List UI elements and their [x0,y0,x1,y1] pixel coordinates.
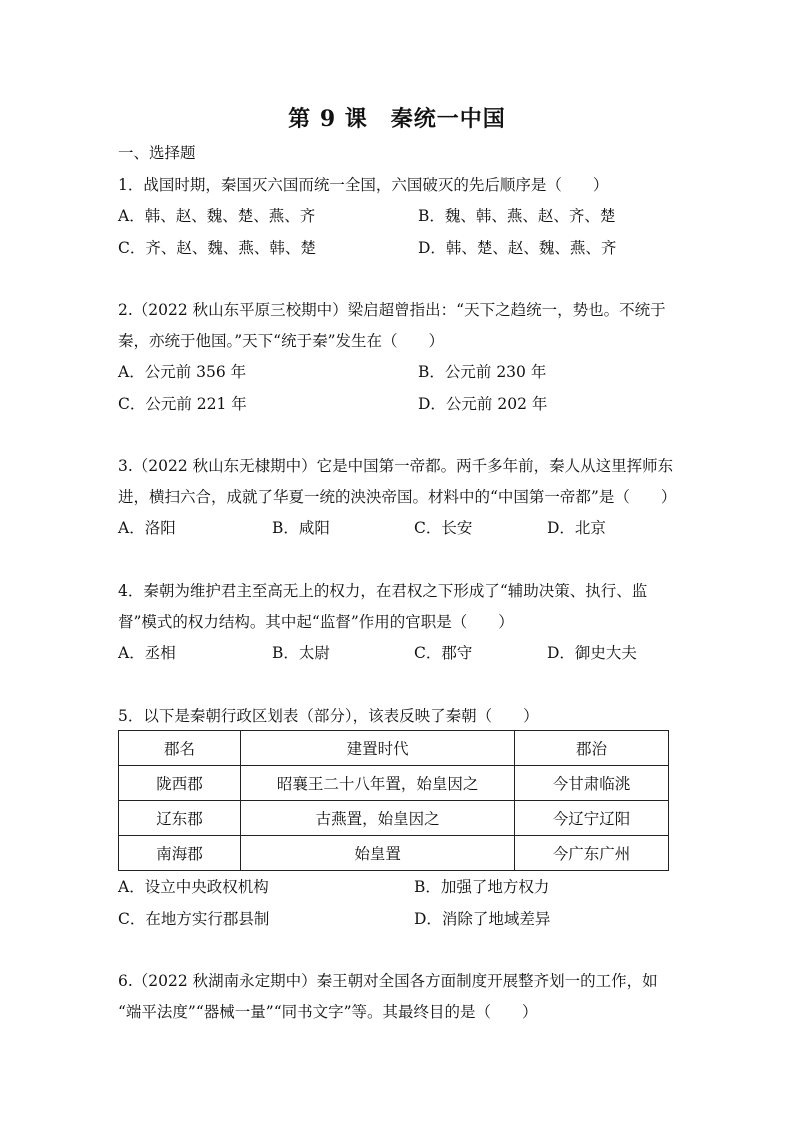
q1-option-b: B．魏、韩、燕、赵、齐、楚 [418,207,616,225]
q2-stem-line2: 秦，亦统于他国。”天下“统于秦”发生在（ ） [118,332,445,350]
table-cell: 辽东郡 [119,801,241,836]
table-cell: 古燕置，始皇因之 [241,801,515,836]
q5-stem: 5．以下是秦朝行政区划表（部分），该表反映了秦朝（ ） [118,707,539,725]
q1-option-d: D．韩、楚、赵、魏、燕、齐 [418,239,617,257]
table-header-cell: 郡名 [119,731,241,766]
table-cell: 陇西郡 [119,766,241,801]
section-heading: 一、选择题 [118,144,196,162]
q2-option-d: D．公元前 202 年 [418,395,548,413]
table-cell: 始皇置 [241,836,515,871]
q4-stem-line1: 4．秦朝为维护君主至高无上的权力，在君权之下形成了“辅助决策、执行、监 [118,582,648,600]
q3-option-d: D．北京 [547,519,606,537]
table-cell: 今辽宁辽阳 [515,801,669,836]
q3-option-c: C．长安 [414,519,473,537]
q3-stem-line1: 3.（2022 秋山东无棣期中）它是中国第一帝都。两千多年前，秦人从这里挥师东 [118,457,674,475]
table-header-cell: 郡治 [515,731,669,766]
table-header-cell: 建置时代 [241,731,515,766]
q1-stem: 1．战国时期，秦国灭六国而统一全国，六国破灭的先后顺序是（ ） [118,176,609,194]
q4-stem-line2: 督”模式的权力结构。其中起“监督”作用的官职是（ ） [118,613,514,631]
q5-option-c: C．在地方实行郡县制 [118,910,270,928]
q2-option-a: A．公元前 356 年 [118,363,247,381]
q5-option-d: D．消除了地域差异 [414,910,551,928]
q5-option-b: B．加强了地方权力 [414,878,550,896]
q4-option-c: C．郡守 [414,644,473,662]
q1-option-c: C．齐、赵、魏、燕、韩、楚 [118,239,316,257]
table-cell: 今甘肃临洮 [515,766,669,801]
table-cell: 昭襄王二十八年置，始皇因之 [241,766,515,801]
table-cell: 南海郡 [119,836,241,871]
q5-option-a: A．设立中央政权机构 [118,878,269,896]
q1-option-a: A．韩、赵、魏、楚、燕、齐 [118,207,316,225]
q6-stem-line2: “端平法度”“器械一量”“同书文字”等。其最终目的是（ ） [118,1003,538,1021]
table-header-row [119,731,669,766]
q3-option-a: A．洛阳 [118,519,176,537]
q2-option-b: B．公元前 230 年 [418,363,547,381]
table-row [119,801,669,836]
q2-option-c: C．公元前 221 年 [118,395,247,413]
q4-option-a: A．丞相 [118,644,176,662]
q3-stem-line2: 进，横扫六合，成就了华夏一统的泱泱帝国。材料中的“中国第一帝都”是（ ） [118,488,677,506]
page-title: 第 9 课 秦统一中国 [288,106,506,132]
table-row [119,836,669,871]
q3-option-b: B．咸阳 [272,519,330,537]
q4-option-b: B．太尉 [272,644,330,662]
admin-division-table [118,730,669,871]
table-row [119,766,669,801]
q2-stem-line1: 2.（2022 秋山东平原三校期中）梁启超曾指出：“天下之趋统一，势也。不统于 [118,301,666,319]
table-cell: 今广东广州 [515,836,669,871]
q6-stem-line1: 6.（2022 秋湖南永定期中）秦王朝对全国各方面制度开展整齐划一的工作，如 [118,972,658,990]
q4-option-d: D．御史大夫 [547,644,637,662]
